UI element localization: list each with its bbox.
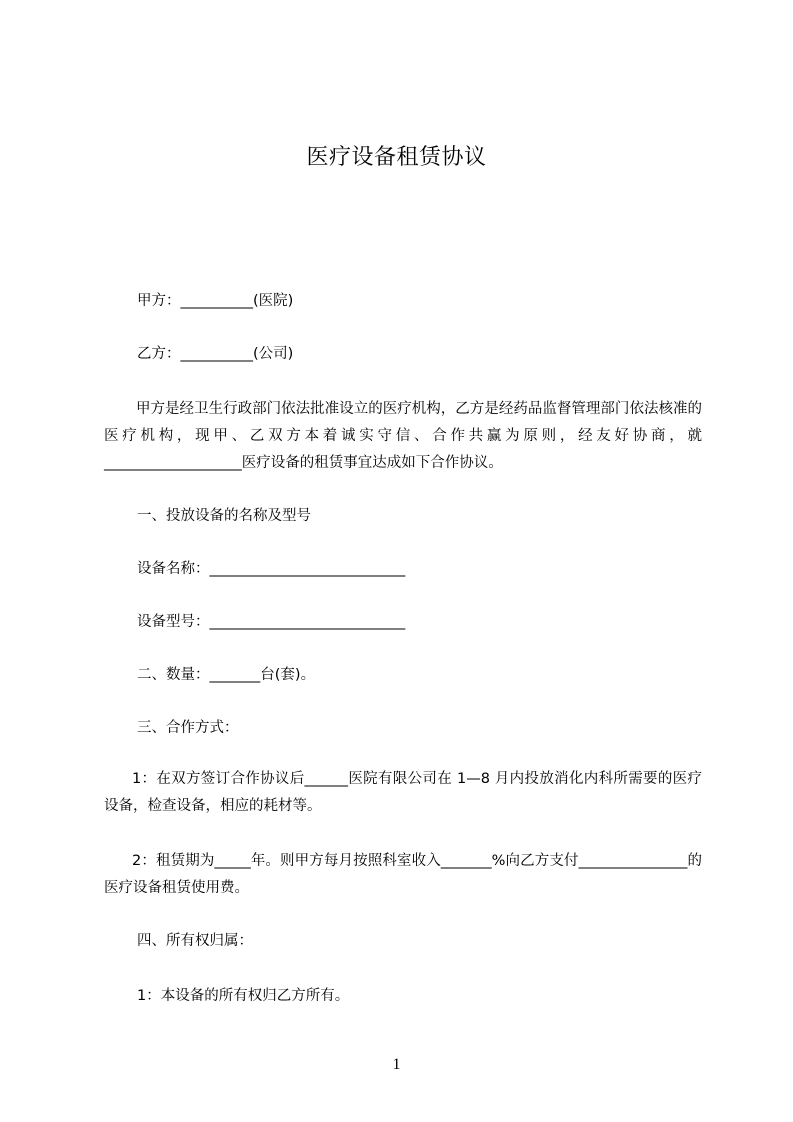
page-number: 1 bbox=[392, 1056, 401, 1073]
section-4-heading: 四、所有权归属： bbox=[137, 933, 253, 949]
party-a-line: 甲方：__________(医院) bbox=[137, 293, 294, 309]
preamble-paragraph: 甲方是经卫生行政部门依法批准设立的医疗机构，乙方是经药品监督管理部门依法核准的医疗机构，现甲、乙双方本着诚实守信、合作共赢为原则，经友好协商，就___________________医疗设备的租赁事宜达成如下合作协议。 bbox=[104, 401, 702, 471]
section-3-heading: 三、合作方式： bbox=[137, 720, 239, 736]
document-title: 医疗设备租赁协议 bbox=[306, 145, 487, 170]
equipment-name-line: 设备名称：___________________________ bbox=[137, 561, 406, 577]
equipment-model-line: 设备型号：___________________________ bbox=[137, 614, 406, 630]
party-b-line: 乙方：__________(公司) bbox=[137, 346, 294, 362]
section-2-quantity: 二、数量：_______台(套)。 bbox=[137, 667, 316, 683]
section-3-item-1: 1：在双方签订合作协议后______医院有限公司在 1—8 月内投放消化内科所需要的医疗设备，检查设备，相应的耗材等。 bbox=[104, 771, 702, 814]
section-4-item-1: 1：本设备的所有权归乙方所有。 bbox=[137, 988, 350, 1004]
section-3-item-2: 2：租赁期为_____年。则甲方每月按照科室收入_______%向乙方支付_______________的医疗设备租赁使用费。 bbox=[104, 853, 702, 896]
section-1-heading: 一、投放设备的名称及型号 bbox=[137, 508, 311, 524]
